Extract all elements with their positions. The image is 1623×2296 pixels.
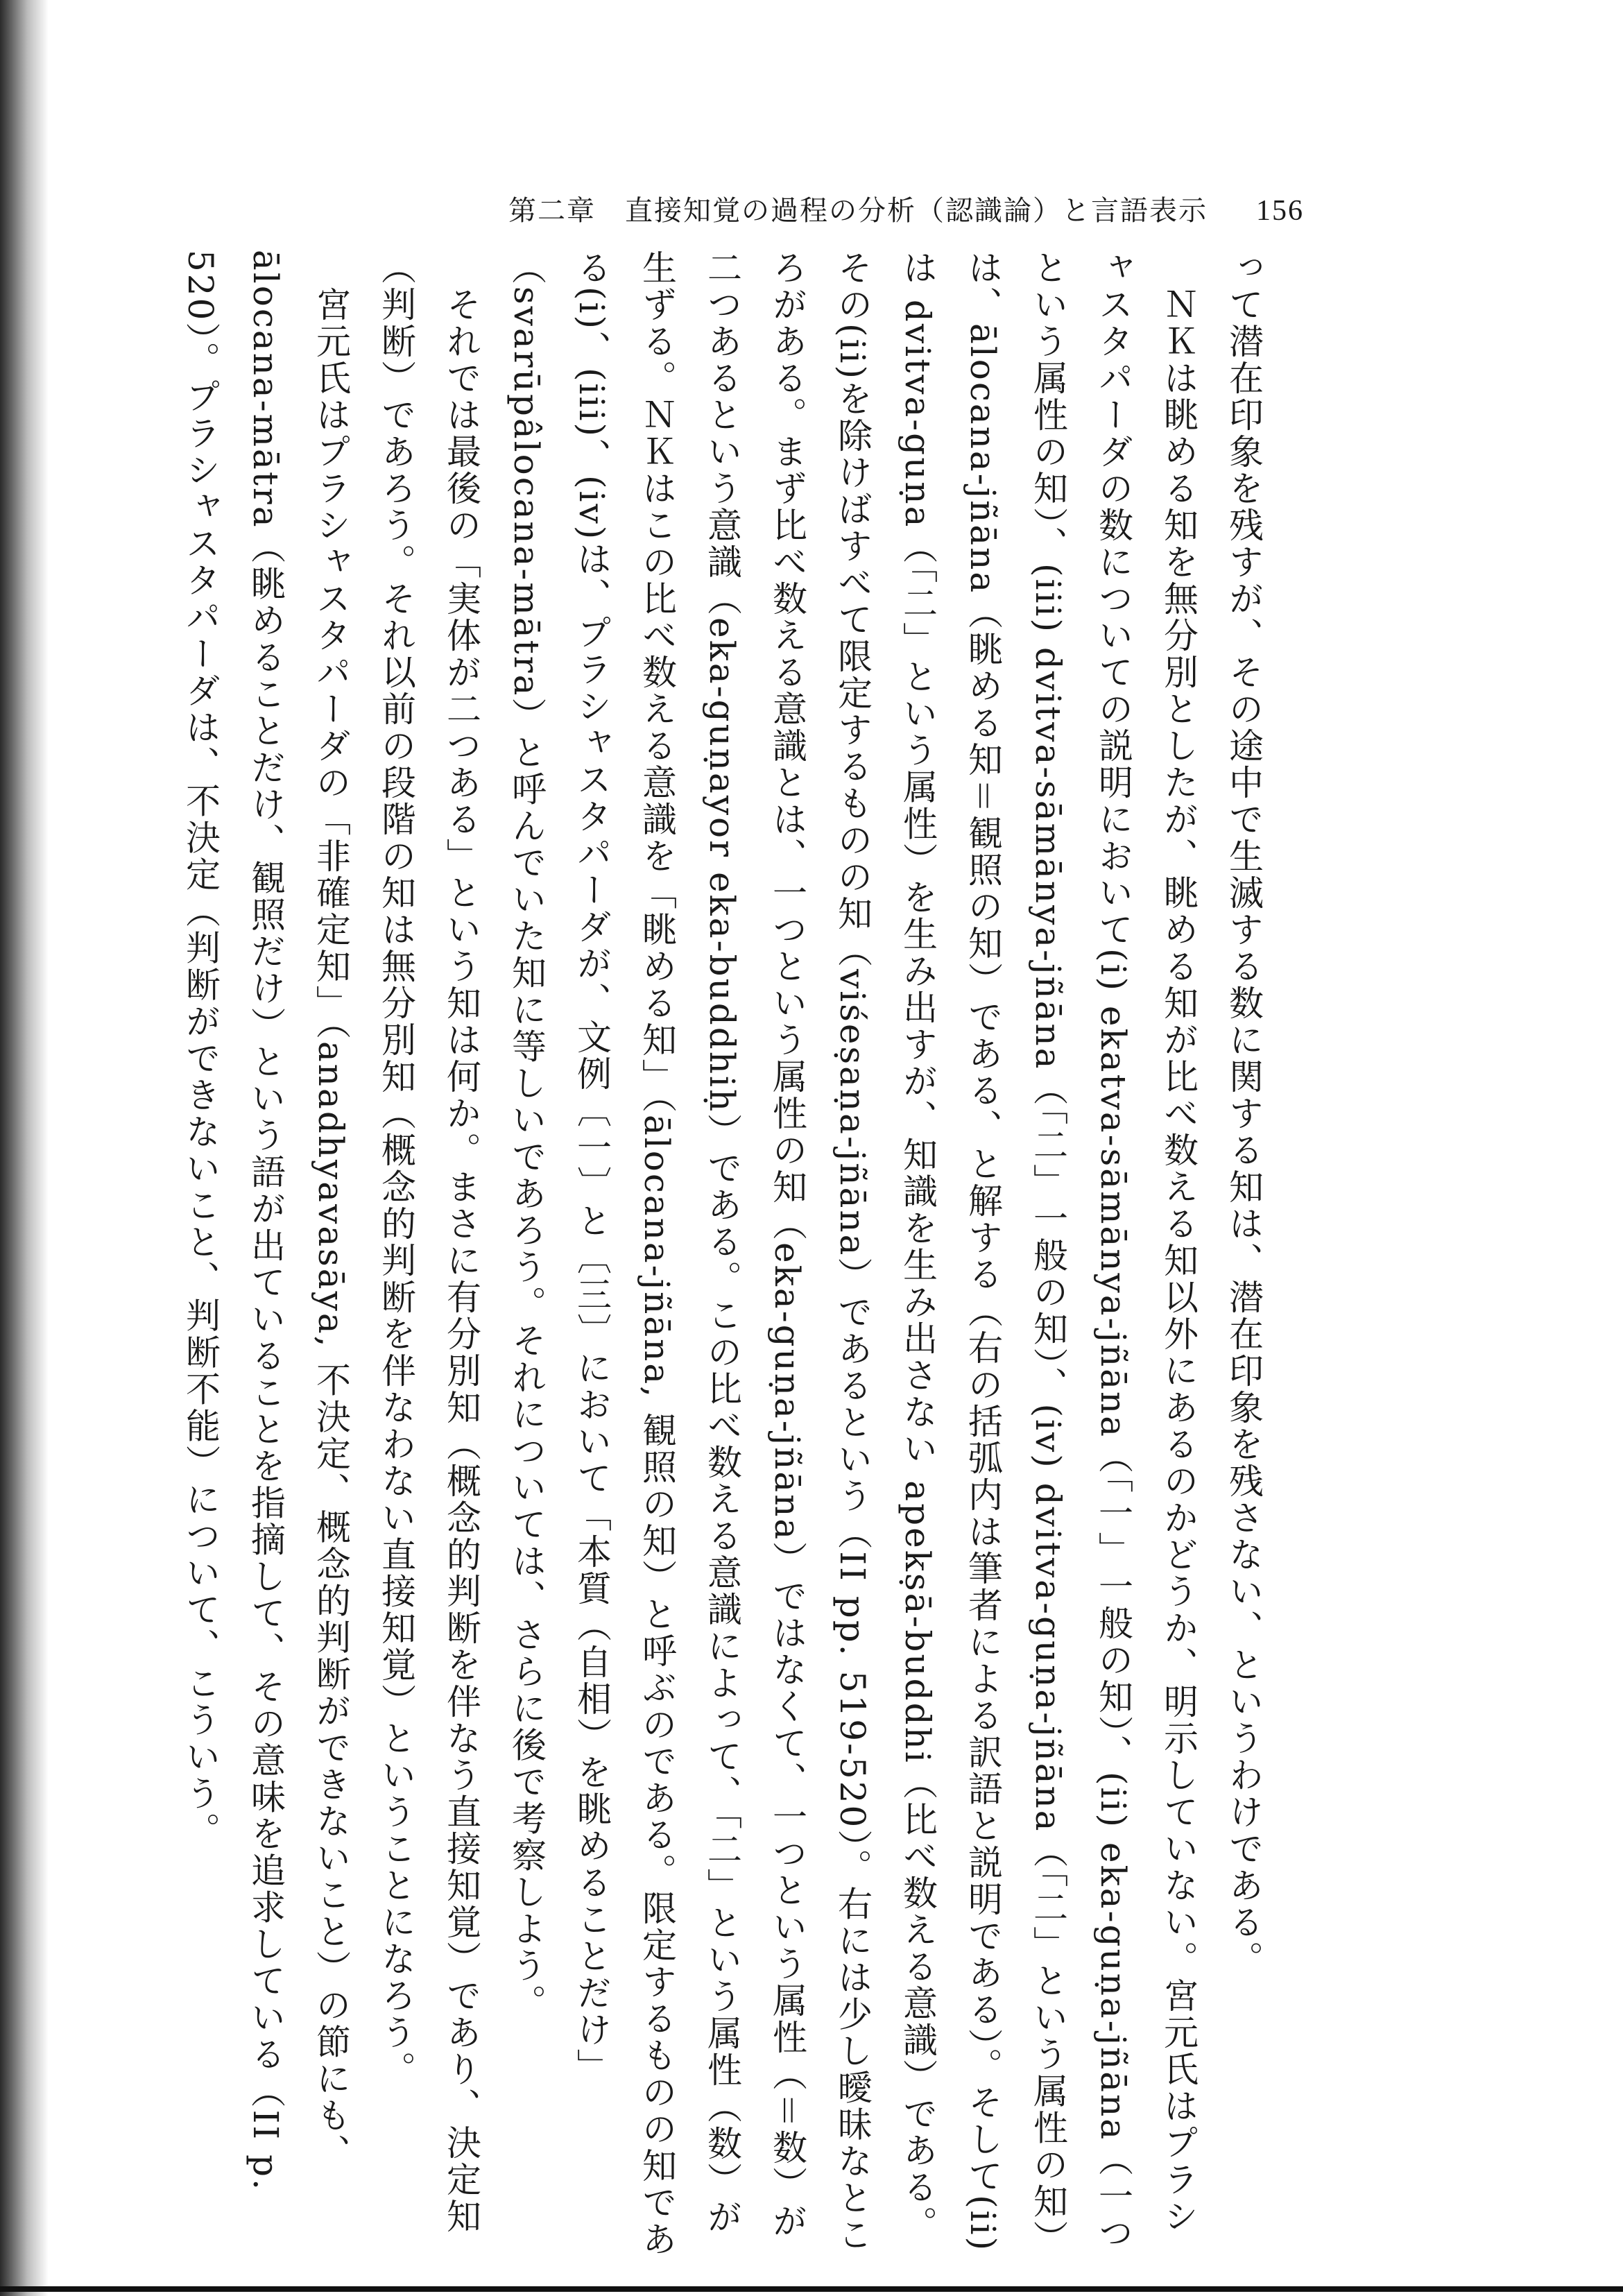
- paragraph: って潜在印象を残すが、その途中で生滅する数に関する知は、潜在印象を残さない、というわけである。: [1223, 250, 1264, 1978]
- page-number: 156: [1256, 195, 1304, 227]
- body-text: [42, 250, 1276, 2261]
- paragraph: それでは最後の「実体が二つある」という知は何か。まさに有分別知（概念的判断を伴なう直接知覚）であり、決定知（判断）であろう。それ以前の段階の知は無分別知（概念的判断を伴なわない直接知覚）ということになろう。: [376, 250, 481, 2235]
- running-header: 第二章 直接知覚の過程の分析（認識論）と言語表示 156: [508, 195, 1304, 227]
- scan-bottom-edge: [0, 2286, 1623, 2292]
- paragraph: ＮＫは眺める知を無分別としたが、眺める知が比べ数える知以外にあるのかどうか、明示していない。宮元氏はプラシャスタパーダの数についての説明において(i) ekatva-sāmānya-jñāna（「一」一般の知）、(ii) eka-guṇa-jñāna（一つという属性の知）、(iii) dvitva-sāmānya-jñāna（「二」一般の知）、(iv) dvitva-guṇa-jñāna（「二」という属性の知）は、ālocana-jñāna（眺める知＝観照の知）である、と解する（右の括弧内は筆者による訳語と説明である）。そして(ii)は dvitva-guṇa（「二」という属性）を生み出すが、知識を生み出さない apekṣā-buddhi（比べ数える意識）である。その(ii)を除けばすべて限定するものの知（viśeṣaṇa-jñāna）であるという（II pp. 519-520）。右には少し曖昧なところがある。まず比べ数える意識とは、一つという属性の知（eka-guṇa-jñāna）ではなくて、一つという属性（＝数）が二つあるという意識（eka-guṇayor eka-buddhiḥ）である。この比べ数える意識によって、「二」という属性（数）が生ずる。ＮＫはこの比べ数える意識を「眺める知」（ālocana-jñāna, 観照の知）と呼ぶのである。限定するものの知である(i)、(iii)、(iv)は、プラシャスタパーダが、文例〔一〕と〔三〕において「本質（自相）を眺めることだけ」（svarūpâlocana-mātra）と呼んでいた知に等しいであろう。それについては、さらに後で考察しよう。: [506, 250, 1199, 2258]
- paragraph: 宮元氏はプラシャスタパーダの「非確定知」（anadhyavasāya, 不決定、概念的判断ができないこと）の節にも、ālocana-mātra（眺めることだけ、観照だけ）という語が出ていることを指摘して、その意味を追求している（II p. 520）。プラシャスタパーダは、不決定（判断ができないこと、判断不能）について、こういう。: [180, 250, 351, 2192]
